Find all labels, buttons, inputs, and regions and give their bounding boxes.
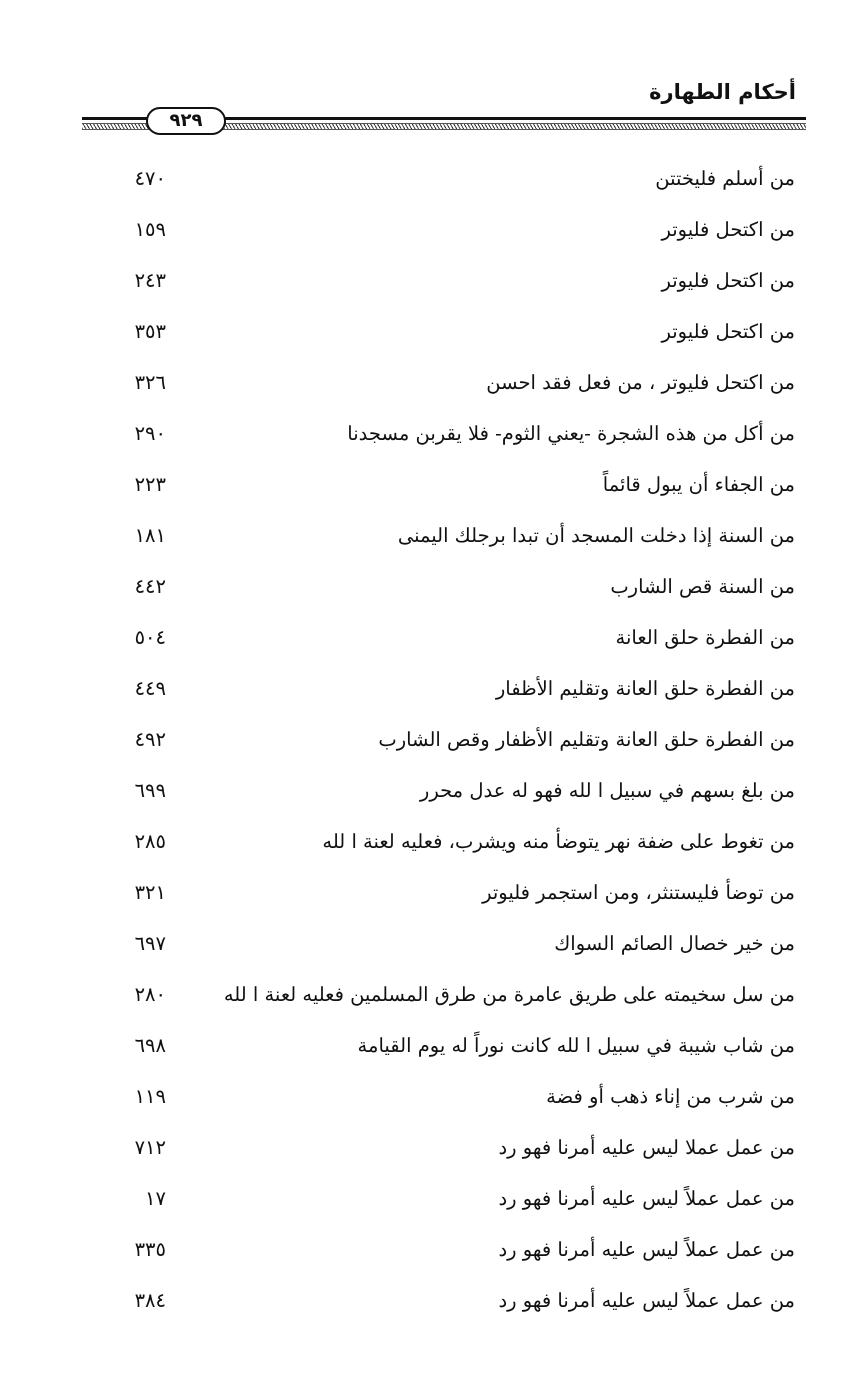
index-entry-text: من عمل عملاً ليس عليه أمرنا فهو رد (498, 1289, 795, 1312)
index-entry (0, 616, 868, 667)
index-entry-page-number: ٢٢٣ (134, 473, 166, 496)
index-entry-text: من الفطرة حلق العانة وتقليم الأظفار وقص الشارب (378, 728, 795, 751)
index-entry-text: من شاب شيبة في سبيل ا لله كانت نوراً له يوم القيامة (357, 1034, 795, 1057)
index-entry-page-number: ٤٤٩ (134, 677, 166, 700)
index-entry (0, 514, 868, 565)
index-entry-page-number: ٤٧٠ (134, 167, 166, 190)
index-entry-page-number: ٦٩٩ (134, 779, 166, 802)
index-entry (0, 412, 868, 463)
index-entry-page-number: ٢٨٥ (134, 830, 166, 853)
index-entry (0, 1024, 868, 1075)
index-entry-page-number: ٢٨٠ (134, 983, 166, 1006)
index-entry-page-number: ٧١٢ (134, 1136, 166, 1159)
index-entry (0, 361, 868, 412)
index-entry-page-number: ١٧ (145, 1187, 166, 1210)
index-entry-list (0, 157, 868, 1330)
index-entry-page-number: ٣٢٦ (134, 371, 166, 394)
index-entry (0, 1228, 868, 1279)
header-rule (82, 107, 806, 135)
index-entry (0, 565, 868, 616)
index-entry (0, 1279, 868, 1330)
index-entry-page-number: ٣٣٥ (134, 1238, 166, 1261)
index-entry-page-number: ٦٩٧ (134, 932, 166, 955)
page-number-badge: ٩٢٩ (146, 107, 226, 135)
index-entry (0, 463, 868, 514)
index-entry-page-number: ٣٢١ (134, 881, 166, 904)
index-entry-text: من بلغ بسهم في سبيل ا لله فهو له عدل محرر (419, 779, 795, 802)
index-entry (0, 667, 868, 718)
index-entry-text: من اكتحل فليوتر ، من فعل فقد احسن (486, 371, 795, 394)
index-entry (0, 973, 868, 1024)
index-entry-text: من عمل عملاً ليس عليه أمرنا فهو رد (498, 1238, 795, 1261)
index-entry-page-number: ٣٨٤ (134, 1289, 166, 1312)
index-entry-page-number: ٢٤٣ (134, 269, 166, 292)
index-entry-text: من السنة قص الشارب (610, 575, 795, 598)
index-entry (0, 1177, 868, 1228)
index-entry-text: من اكتحل فليوتر (661, 218, 795, 241)
index-entry-text: من أكل من هذه الشجرة -يعني الثوم- فلا يقربن مسجدنا (347, 422, 795, 445)
index-entry-text: من تغوط على ضفة نهر يتوضأ منه ويشرب، فعليه لعنة ا لله (322, 830, 795, 853)
index-entry-text: من اكتحل فليوتر (661, 269, 795, 292)
index-entry (0, 1075, 868, 1126)
index-entry (0, 769, 868, 820)
index-entry (0, 1126, 868, 1177)
index-entry-page-number: ١٥٩ (134, 218, 166, 241)
index-entry-page-number: ٤٩٢ (134, 728, 166, 751)
index-entry (0, 820, 868, 871)
index-entry-page-number: ١٨١ (134, 524, 166, 547)
index-entry-text: من الفطرة حلق العانة وتقليم الأظفار (495, 677, 795, 700)
index-entry-text: من توضأ فليستنثر، ومن استجمر فليوتر (482, 881, 795, 904)
index-entry (0, 871, 868, 922)
index-entry-page-number: ٤٤٢ (134, 575, 166, 598)
index-entry-text: من شرب من إناء ذهب أو فضة (546, 1085, 795, 1108)
index-entry-text: من الفطرة حلق العانة (615, 626, 795, 649)
index-entry (0, 259, 868, 310)
index-entry-page-number: ٥٠٤ (134, 626, 166, 649)
index-entry-text: من عمل عملا ليس عليه أمرنا فهو رد (498, 1136, 795, 1159)
index-entry-text: من اكتحل فليوتر (661, 320, 795, 343)
index-entry-page-number: ١١٩ (134, 1085, 166, 1108)
index-entry-text: من أسلم فليختتن (655, 167, 795, 190)
index-entry-text: من عمل عملاً ليس عليه أمرنا فهو رد (498, 1187, 795, 1210)
index-entry-page-number: ٣٥٣ (134, 320, 166, 343)
index-entry (0, 208, 868, 259)
index-entry-page-number: ٦٩٨ (134, 1034, 166, 1057)
index-entry (0, 310, 868, 361)
index-entry-text: من الجفاء أن يبول قائماً (602, 473, 795, 496)
index-entry-text: من خير خصال الصائم السواك (554, 932, 795, 955)
index-entry-text: من السنة إذا دخلت المسجد أن تبدا برجلك اليمنى (397, 524, 795, 547)
page-header-title: أحكام الطهارة (649, 80, 796, 104)
index-entry-page-number: ٢٩٠ (134, 422, 166, 445)
index-entry (0, 157, 868, 208)
index-entry-text: من سل سخيمته على طريق عامرة من طرق المسلمين فعليه لعنة ا لله (223, 983, 795, 1006)
index-entry (0, 718, 868, 769)
index-entry (0, 922, 868, 973)
